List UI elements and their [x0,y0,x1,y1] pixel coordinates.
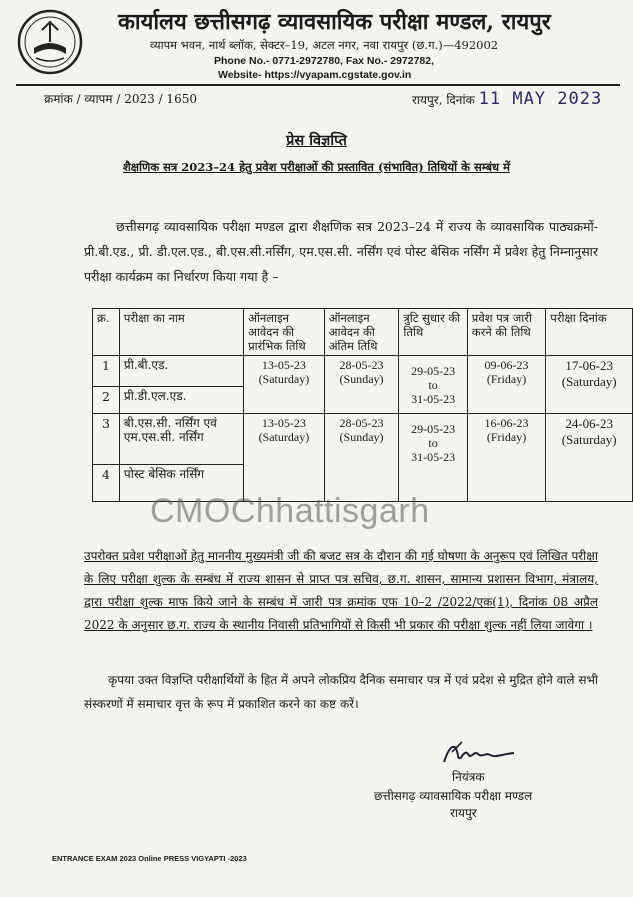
fee-waiver-paragraph [84,545,598,637]
reference-number: क्रमांक / व्यापम / 2023 / 1650 [44,92,197,106]
correction-from: 29-05-23 [411,422,456,436]
header-start-date: ऑनलाइन आवेदन की प्रारंभिक तिथि [244,309,325,356]
exam-date: 17-06-23 [565,358,613,373]
reference-date [412,89,602,109]
date-prefix: रायपुर, दिनांक [412,93,475,107]
end-date-cell [324,356,399,414]
admit-day: (Friday) [486,430,527,444]
admit-date: 09-06-23 [484,358,529,372]
start-date: 13-05-23 [261,358,306,372]
signatory-city: रायपुर [450,806,477,820]
signatory-org: छत्तीसगढ़ व्यावसायिक परीक्षा मण्डल [374,789,533,803]
page-title: प्रेस विज्ञप्ति [286,132,347,149]
header-admit-card-date: प्रवेश पत्र जारी करने की तिथि [467,309,546,356]
end-date: 28-05-23 [339,416,384,430]
correction-to-word: to [428,436,438,450]
row-exam-name: प्री.बी.एड. [119,356,243,387]
header-correction-date: त्रुटि सुधार की तिथि [399,309,467,356]
intro-paragraph: छत्तीसगढ़ व्यावसायिक परीक्षा मण्डल द्वारा शैक्षणिक सत्र 2023–24 में राज्य के व्यावसायिक पाठ्यक्रमों-प्री.बी.एड., प्री. डी.एल.एड., बी.एस.सी.नर्सिंग, एम.एस.सी. नर्सिंग एवं पोस्ट बेसिक नर्सिंग में प्रवेश हेतु निम्नानुसार परीक्षा कार्यक्रम का निर्धारण किया गया है – [84,219,598,284]
correction-to: 31-05-23 [411,450,456,464]
exam-date: 24-06-23 [565,416,613,431]
subject-line: शैक्षणिक सत्र 2023–24 हेतु प्रवेश परीक्षाओं की प्रस्तावित (संभावित) तिथियों के सम्बंध में [122,160,511,174]
org-phone: Phone No.- 0771-2972780, Fax No.- 2972782, [214,55,435,67]
correction-date-cell [399,414,467,502]
start-date-cell [244,356,325,414]
header-sno: क्र. [93,309,120,356]
admit-date: 16-06-23 [484,416,529,430]
org-name: कार्यालय छत्तीसगढ़ व्यावसायिक परीक्षा मण्डल, रायपुर [118,9,551,35]
exam-date-cell [546,414,633,502]
vyapam-emblem-icon [16,8,84,76]
handwritten-signature [440,738,520,768]
start-date: 13-05-23 [261,416,306,430]
table-header-row [93,309,633,356]
watermark: CMOChhattisgarh [150,492,430,530]
table-row [93,414,633,465]
exam-day: (Saturday) [561,432,617,447]
exam-schedule-table [92,308,633,502]
end-date-cell [324,414,399,502]
row-exam-name: बी.एस.सी. नर्सिंग एवं एम.एस.सी. नर्सिंग [119,414,243,465]
start-day: (Saturday) [258,372,310,386]
start-day: (Saturday) [258,430,310,444]
date-stamp: 11 MAY 2023 [478,89,603,109]
correction-date-cell [399,356,467,414]
start-date-cell [244,414,325,502]
row-sno: 3 [93,414,120,465]
admit-card-date-cell [467,356,546,414]
fee-waiver-text: उपरोक्त प्रवेश परीक्षाओं हेतु माननीय मुख्यमंत्री जी की बजट सत्र के दौरान की गई घोषणा के अनुरूप एवं लिखित परीक्षा के लिए परीक्षा शुल्क के सम्बंध में राज्य शासन से प्राप्त पत्र सचिव, छ.ग. शासन, सामान्य प्रशासन विभाग, मंत्रालय, द्वारा परीक्षा शुल्क माफ किये जाने के सम्बंध में जारी पत्र क्रमांक एफ 10–2 /2022/एक(1), दिनांक 08 अप्रैल 2022 के अनुसार छ.ग. राज्य के स्थानीय निवासी प्रतिभागियों से किसी भी प्रकार की परीक्षा शुल्क नहीं लिया जावेगा । [84,549,598,632]
org-address: व्यापम भवन, नार्थ ब्लॉक, सेक्टर–19, अटल नगर, नवा रायपुर (छ.ग.)—492002 [150,38,499,52]
row-sno: 1 [93,356,120,387]
end-day: (Sunday) [339,430,384,444]
header-end-date: ऑनलाइन आवेदन की अंतिम तिथि [324,309,399,356]
publication-request-paragraph: कृपया उक्त विज्ञप्ति परीक्षार्थियों के हित में अपने लोकप्रिय दैनिक समाचार पत्र में एवं प्रदेश से मुद्रित होने वाले सभी संस्करणों में समाचार वृत्त के रूप में प्रकाशित करने का कष्ट करें। [84,673,598,711]
footer-reference: ENTRANCE EXAM 2023 Online PRESS VIGYAPTI -2023 [52,854,247,863]
row-exam-name: प्री.डी.एल.एड. [119,387,243,414]
end-date: 28-05-23 [339,358,384,372]
header-exam-name: परीक्षा का नाम [119,309,243,356]
table-row [93,356,633,387]
row-sno: 4 [93,465,120,502]
row-exam-name: पोस्ट बेसिक नर्सिंग [119,465,243,502]
signatory-designation: नियंत्रक [452,770,485,784]
correction-from: 29-05-23 [411,364,456,378]
org-website: Website- https://vyapam.cgstate.gov.in [218,69,412,81]
admit-day: (Friday) [486,372,527,386]
row-sno: 2 [93,387,120,414]
end-day: (Sunday) [339,372,384,386]
correction-to-word: to [428,378,438,392]
exam-date-cell [546,356,633,414]
header-exam-date: परीक्षा दिनांक [546,309,633,356]
admit-card-date-cell [467,414,546,502]
exam-day: (Saturday) [561,374,617,389]
correction-to: 31-05-23 [411,392,456,406]
letterhead-rule [16,84,620,86]
